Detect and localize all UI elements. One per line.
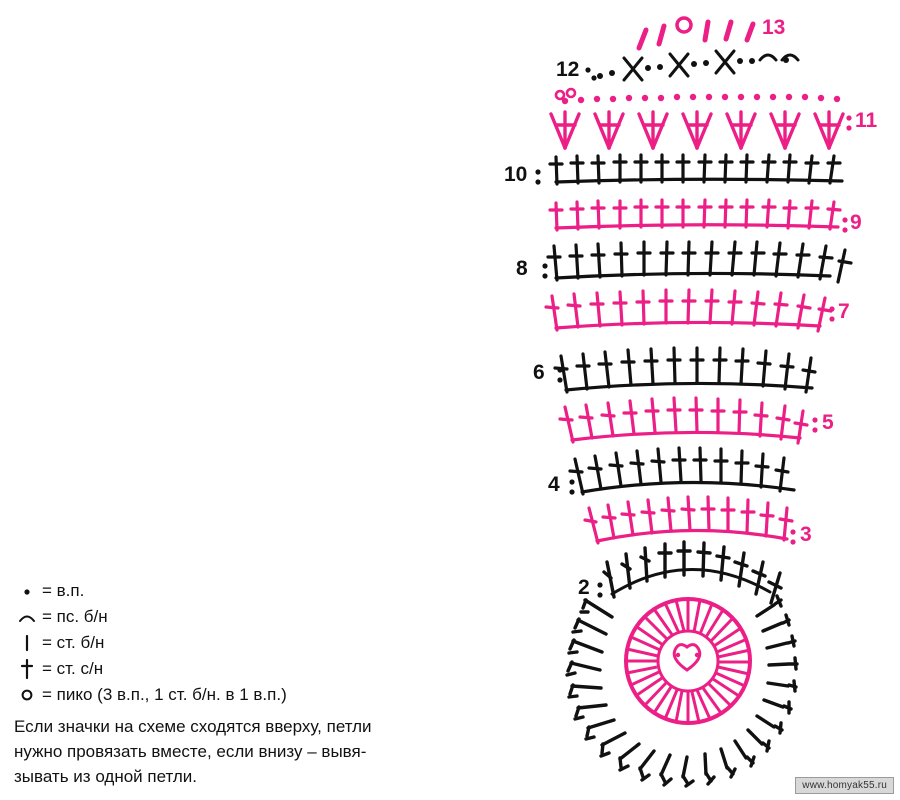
circle-icon bbox=[14, 687, 40, 703]
row-label-11: 11 bbox=[855, 109, 878, 132]
legend-note-line-3: зывать из одной петли. bbox=[14, 767, 198, 786]
row-9 bbox=[550, 200, 840, 230]
legend-note bbox=[14, 714, 484, 789]
legend-item-dc-label: = ст. с/н bbox=[42, 659, 104, 678]
legend-item-chain-label: = в.п. bbox=[42, 581, 85, 600]
bar-icon bbox=[14, 633, 40, 653]
row-1-center-motif bbox=[626, 599, 750, 723]
row-label-9: 9 bbox=[850, 211, 862, 234]
row-label-7: 7 bbox=[838, 300, 850, 323]
legend-item-sc-label: = ст. б/н bbox=[42, 633, 105, 652]
watermark: www.homyak55.ru bbox=[795, 777, 894, 794]
row-label-13: 13 bbox=[762, 16, 786, 39]
row-label-8: 8 bbox=[516, 257, 528, 280]
arc-icon bbox=[14, 609, 40, 625]
legend-note-line-2: нужно провязать вместе, если внизу – вывя- bbox=[14, 742, 367, 761]
row-label-4: 4 bbox=[548, 473, 560, 496]
row-label-10: 10 bbox=[504, 163, 528, 186]
row-11 bbox=[551, 89, 843, 148]
row-6 bbox=[555, 348, 815, 392]
row-label-12: 12 bbox=[556, 58, 580, 81]
row-10 bbox=[550, 155, 842, 184]
row-4 bbox=[570, 448, 794, 494]
legend-item-picot bbox=[14, 682, 484, 708]
legend-item-slip-label: = пс. б/н bbox=[42, 607, 108, 626]
row-12 bbox=[597, 51, 798, 80]
legend-item-chain bbox=[14, 578, 484, 604]
legend-item-sc bbox=[14, 630, 484, 656]
row-2 bbox=[604, 542, 781, 603]
legend-item-picot-label: = пико (3 в.п., 1 ст. б/н. в 1 в.п.) bbox=[42, 685, 287, 704]
legend-item-slip bbox=[14, 604, 484, 630]
row-5 bbox=[560, 398, 807, 443]
row-13 bbox=[639, 18, 753, 48]
row-label-6: 6 bbox=[533, 361, 545, 384]
row-label-3: 3 bbox=[800, 523, 812, 546]
legend-item-dc bbox=[14, 656, 484, 682]
cross-bar-icon bbox=[14, 658, 40, 680]
row-label-5: 5 bbox=[822, 411, 834, 434]
row-3 bbox=[585, 497, 792, 543]
legend-note-line-1: Если значки на схеме сходятся вверху, петли bbox=[14, 717, 372, 736]
row-label-2: 2 bbox=[578, 576, 590, 599]
row-7 bbox=[546, 290, 831, 331]
row-8 bbox=[548, 242, 851, 282]
dot-icon bbox=[14, 583, 40, 599]
legend bbox=[14, 578, 484, 789]
